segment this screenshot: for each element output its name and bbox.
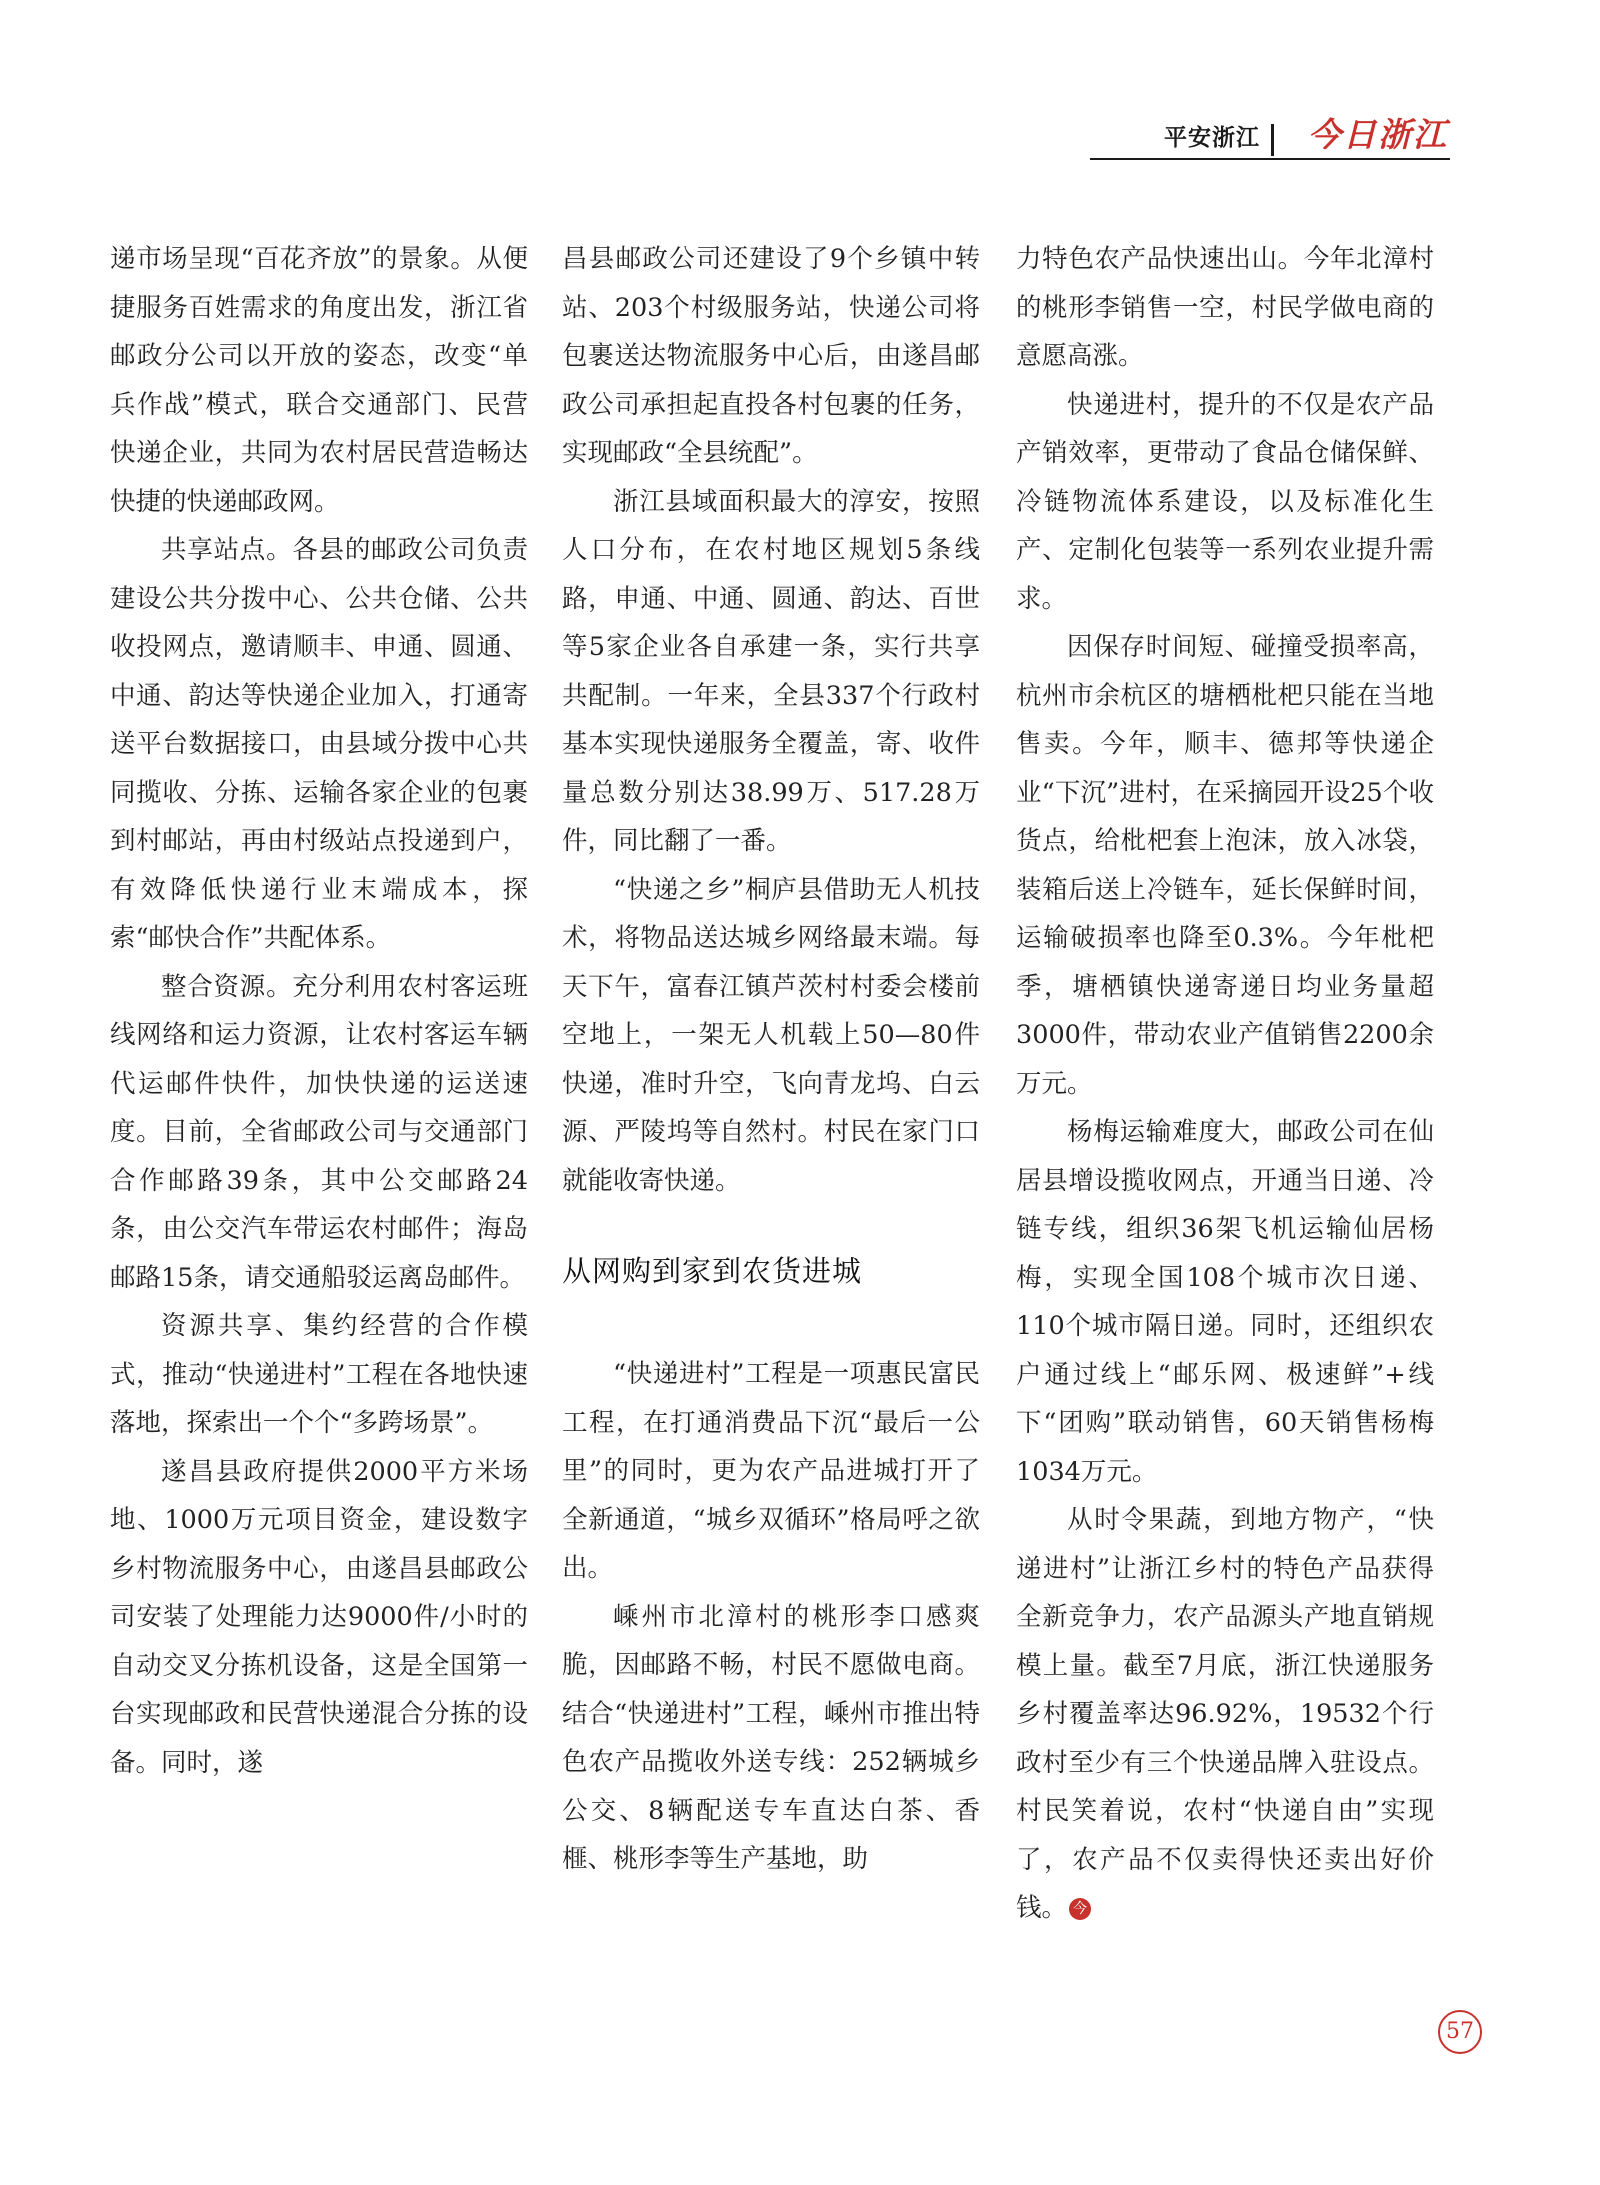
page-header: [1090, 115, 1450, 160]
paragraph: 资源共享、集约经营的合作模式，推动“快递进村”工程在各地快速落地，探索出一个个“多跨场景”。: [110, 1311, 528, 1438]
column-2: [562, 235, 980, 1884]
column-1: [110, 235, 528, 1787]
paragraph: 力特色农产品快速出山。今年北漳村的桃形李销售一空，村民学做电商的意愿高涨。: [1016, 244, 1434, 371]
paragraph: “快递进村”工程是一项惠民富民工程，在打通消费品下沉“最后一公里”的同时，更为农产品进城打开了全新通道，“城乡双循环”格局呼之欲出。: [562, 1359, 980, 1583]
paragraph: 遂昌县政府提供2000平方米场地、1000万元项目资金，建设数字乡村物流服务中心，由遂昌县邮政公司安装了处理能力达9000件/小时的自动交叉分拣机设备，这是全国第一台实现邮政和民营快递混合分拣的设备。同时，遂: [110, 1456, 528, 1778]
paragraph: 共享站点。各县的邮政公司负责建设公共分拨中心、公共仓储、公共收投网点，邀请顺丰、申通、圆通、中通、韵达等快递企业加入，打通寄送平台数据接口，由县域分拨中心共同揽收、分拣、运输各家企业的包裹到村邮站，再由村级站点投递到户，有效降低快递行业末端成本，探索“邮快合作”共配体系。: [110, 535, 528, 953]
end-mark-icon: 今: [1069, 1898, 1091, 1920]
paragraph: 杨梅运输难度大，邮政公司在仙居县增设揽收网点，开通当日递、冷链专线，组织36架飞机运输仙居杨梅，实现全国108个城市次日递、110个城市隔日递。同时，还组织农户通过线上“邮乐网、极速鲜”+线下“团购”联动销售，60天销售杨梅1034万元。: [1016, 1117, 1434, 1487]
header-rule: [1090, 158, 1450, 160]
paragraph: 嵊州市北漳村的桃形李口感爽脆，因邮路不畅，村民不愿做电商。结合“快递进村”工程，嵊州市推出特色农产品揽收外送专线：252辆城乡公交、8辆配送专车直达白茶、香榧、桃形李等生产基地，助: [562, 1601, 980, 1874]
paragraph: 快递进村，提升的不仅是农产品产销效率，更带动了食品仓储保鲜、冷链物流体系建设，以及标准化生产、定制化包装等一系列农业提升需求。: [1016, 389, 1434, 614]
paragraph-text: 从时令果蔬，到地方物产，“快递进村”让浙江乡村的特色产品获得全新竞争力，农产品源头产地直销规模上量。截至7月底，浙江快递服务乡村覆盖率达96.92%，19532个行政村至少有三个快递品牌入驻设点。村民笑着说，农村“快递自由”实现了，农产品不仅卖得快还卖出好价钱。: [1016, 1505, 1434, 1923]
column-3: [1016, 235, 1434, 1933]
paragraph: 整合资源。充分利用农村客运班线网络和运力资源，让农村客运车辆代运邮件快件，加快快递的运送速度。目前，全省邮政公司与交通部门合作邮路39条，其中公交邮路24条，由公交汽车带运农村邮件；海岛邮路15条，请交通船驳运离岛邮件。: [110, 971, 528, 1293]
paragraph: 浙江县域面积最大的淳安，按照人口分布，在农村地区规划5条线路，申通、中通、圆通、韵达、百世等5家企业各自承建一条，实行共享共配制。一年来，全县337个行政村基本实现快递服务全覆盖，寄、收件量总数分别达38.99万、517.28万件，同比翻了一番。: [562, 486, 980, 856]
header-divider: [1271, 124, 1274, 156]
paragraph: 递市场呈现“百花齐放”的景象。从便捷服务百姓需求的角度出发，浙江省邮政分公司以开放的姿态，改变“单兵作战”模式，联合交通部门、民营快递企业，共同为农村居民营造畅达快捷的快递邮政网。: [110, 244, 528, 517]
section-name: 平安浙江: [1164, 125, 1260, 151]
last-paragraph: [1016, 1496, 1434, 1933]
paragraph: 因保存时间短、碰撞受损率高，杭州市余杭区的塘栖枇杷只能在当地售卖。今年，顺丰、德邦等快递企业“下沉”进村，在采摘园开设25个收货点，给枇杷套上泡沫，放入冰袋，装箱后送上冷链车，延长保鲜时间，运输破损率也降至0.3%。今年枇杷季，塘栖镇快递寄递日均业务量超3000件，带动农业产值销售2200余万元。: [1016, 632, 1434, 1099]
magazine-logo: 今日浙江: [1308, 115, 1448, 154]
paragraph: 昌县邮政公司还建设了9个乡镇中转站、203个村级服务站，快递公司将包裹送达物流服务中心后，由遂昌邮政公司承担起直投各村包裹的任务，实现邮政“全县统配”。: [562, 244, 980, 468]
paragraph: “快递之乡”桐庐县借助无人机技术，将物品送达城乡网络最末端。每天下午，富春江镇芦茨村村委会楼前空地上，一架无人机载上50—80件快递，准时升空，飞向青龙坞、白云源、严陵坞等自然村。村民在家门口就能收寄快递。: [562, 874, 980, 1196]
page-number: 57: [1438, 2010, 1482, 2054]
section-subheading: 从网购到家到农货进城: [562, 1254, 863, 1288]
